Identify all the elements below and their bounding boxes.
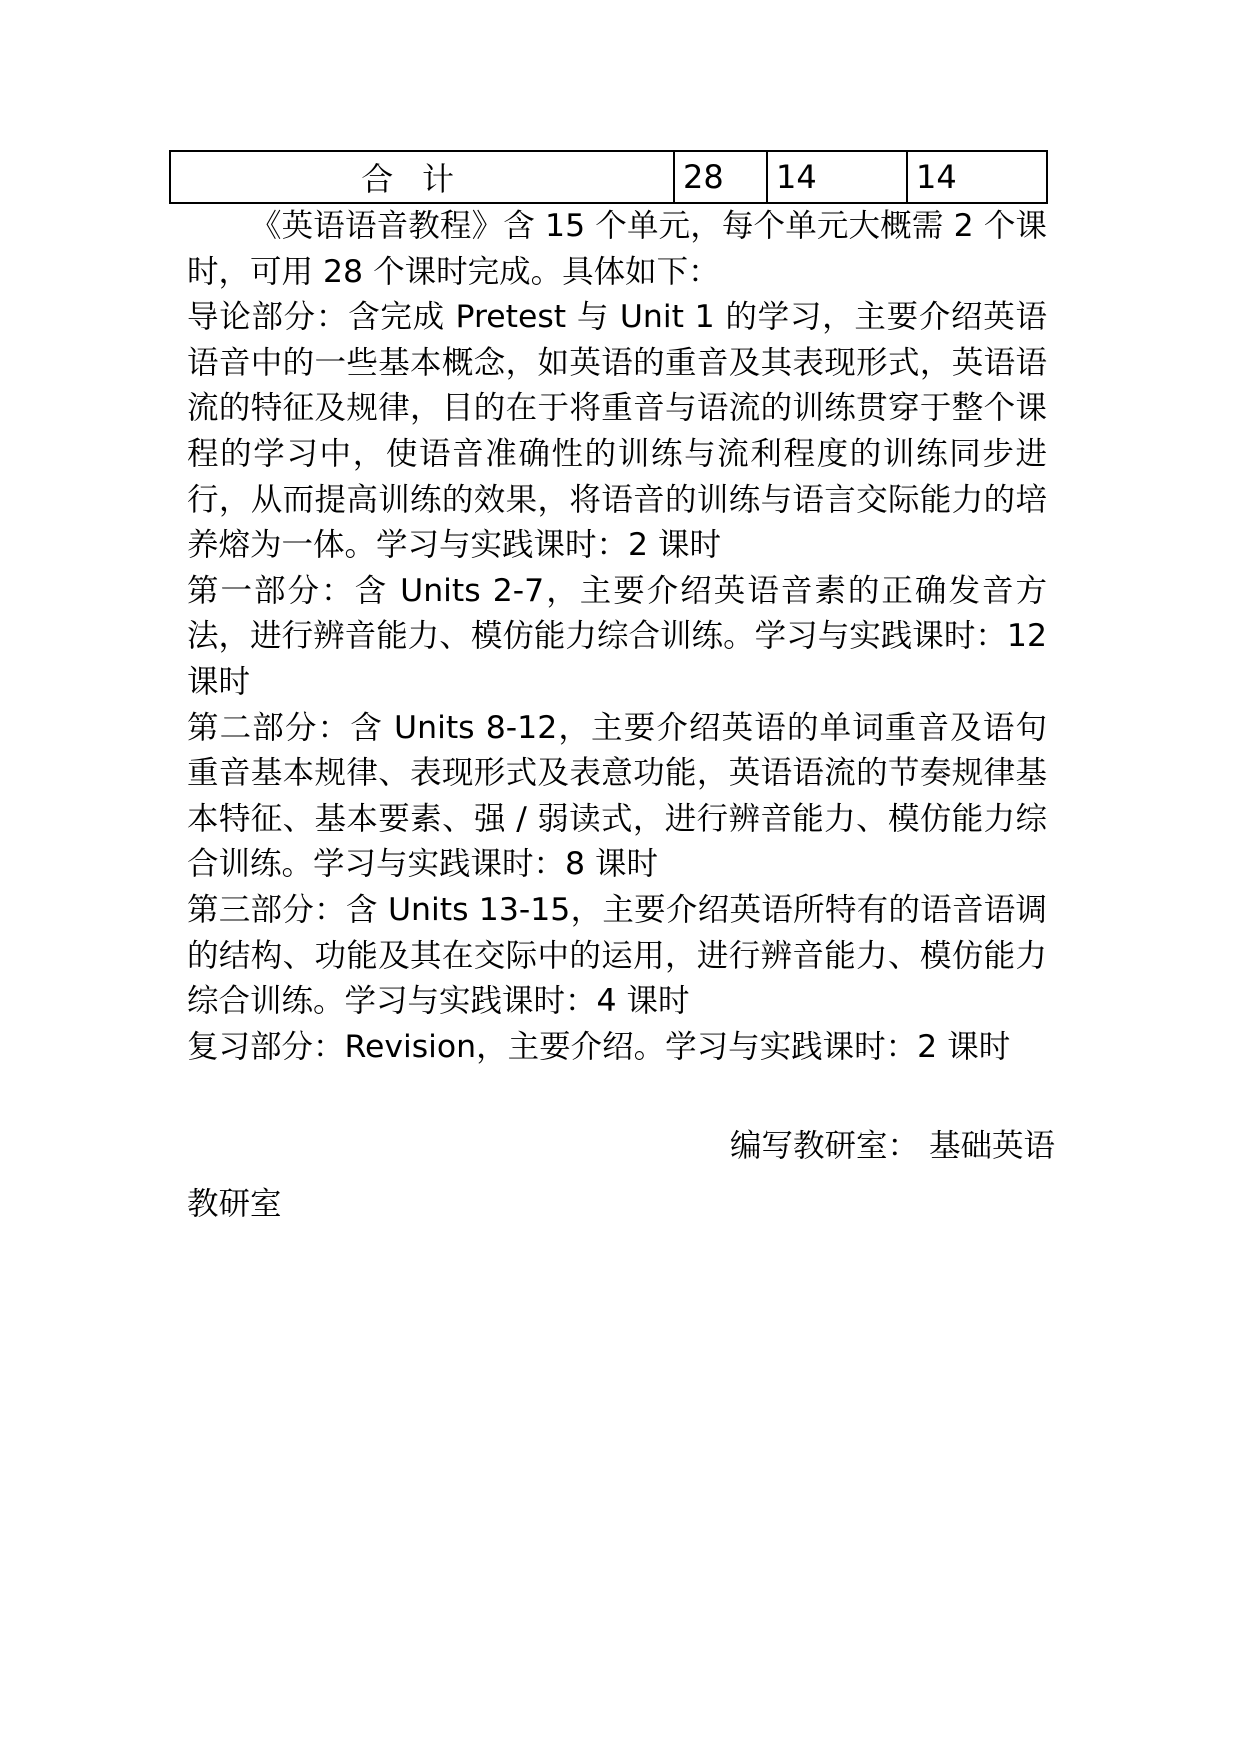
body-text [187, 204, 1047, 1070]
section-revision: 复习部分：Revision，主要介绍。学习与实践课时：2 课时 [187, 1028, 1011, 1065]
section-part-three: 第三部分：含 Units 13-15，主要介绍英语所特有的语音语调的结构、功能及其在交际中的运用，进行辨音能力、模仿能力综合训练。学习与实践课时：4 课时 [187, 891, 1048, 1020]
theory-hours-cell: 14 [767, 151, 907, 203]
signature-line-continued: 教研室 [187, 1186, 282, 1222]
signature-line: 编写教研室： 基础英语 [729, 1128, 1055, 1164]
hours-total-table [169, 150, 1048, 204]
section-intro-part: 导论部分：含完成 Pretest 与 Unit 1 的学习，主要介绍英语语音中的一些基本概念，如英语的重音及其表现形式，英语语流的特征及规律，目的在于将重音与语流的训练贯穿于整个课程的学习中，使语音准确性的训练与流利程度的训练同步进行，从而提高训练的效果，将语音的训练与语言交际能力的培养熔为一体。学习与实践课时：2 课时 [187, 299, 1047, 564]
section-part-two: 第二部分：含 Units 8-12，主要介绍英语的单词重音及语句重音基本规律、表现形式及表意功能，英语语流的节奏规律基本特征、基本要素、强 / 弱读式，进行辨音能力、模仿能力综合训练。学习与实践课时：8 课时 [187, 709, 1047, 883]
practice-hours-cell: 14 [907, 151, 1047, 203]
table-row [170, 151, 1047, 203]
intro-paragraph: 《英语语音教程》含 15 个单元，每个单元大概需 2 个课时，可用 28 个课时完成。具体如下： [187, 208, 1047, 290]
section-part-one: 第一部分：含 Units 2-7，主要介绍英语音素的正确发音方法，进行辨音能力、模仿能力综合训练。学习与实践课时：12 课时 [187, 572, 1047, 700]
total-hours-cell: 28 [674, 151, 767, 203]
total-label-cell: 合计 [170, 151, 674, 203]
